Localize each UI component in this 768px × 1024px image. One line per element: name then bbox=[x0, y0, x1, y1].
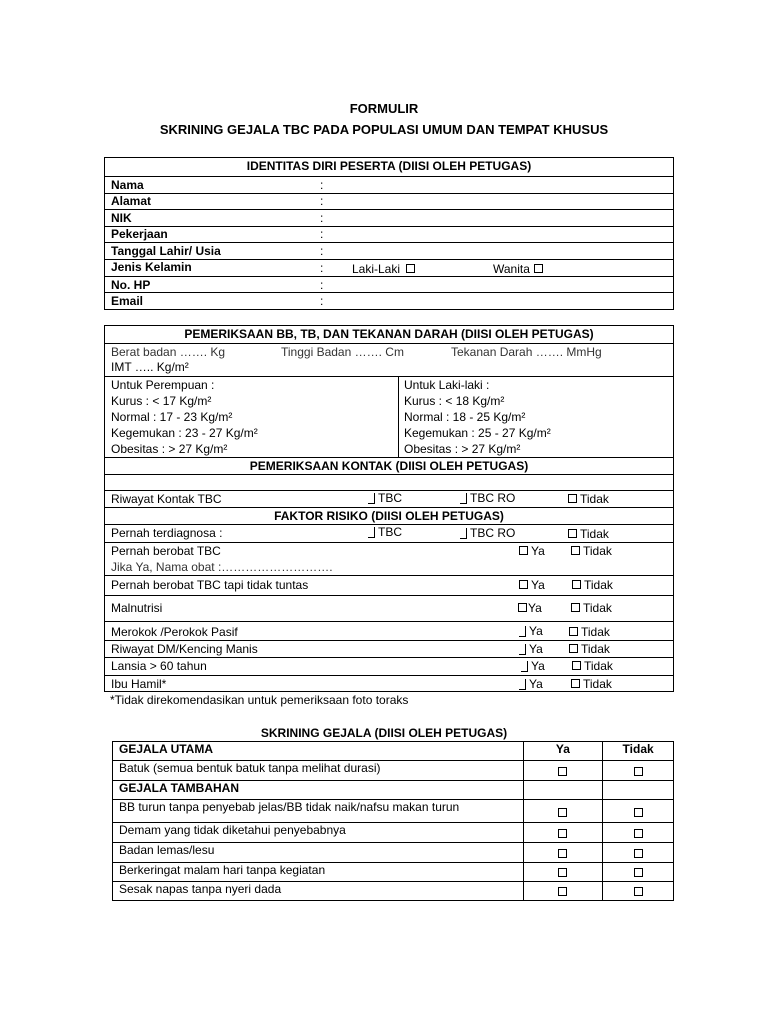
lansia-row: Lansia > 60 tahun Ya Tidak bbox=[105, 657, 673, 675]
field-row-jenis-kelamin: Jenis Kelamin : Laki-Laki Wanita bbox=[105, 259, 673, 276]
form-title: FORMULIR bbox=[349, 101, 419, 116]
check-icon bbox=[519, 626, 526, 637]
opt-tidak[interactable]: Tidak bbox=[568, 527, 609, 541]
col-tidak: Tidak bbox=[603, 742, 674, 761]
field-label: Alamat bbox=[111, 194, 152, 208]
checkbox-icon[interactable] bbox=[634, 808, 643, 817]
opt-ya[interactable]: Ya bbox=[518, 601, 542, 615]
check-icon bbox=[519, 679, 526, 690]
field-label: NIK bbox=[111, 211, 132, 225]
checkbox-icon[interactable] bbox=[634, 868, 643, 877]
pemeriksaan-section bbox=[104, 325, 674, 692]
field-row-nama[interactable]: Nama : bbox=[105, 176, 673, 193]
opt-tidak[interactable]: Tidak bbox=[568, 492, 609, 506]
checkbox-icon[interactable] bbox=[568, 529, 577, 538]
bmi-reference-row: Untuk Perempuan : Kurus : < 17 Kg/m² Normal : 17 - 23 Kg/m² Kegemukan : 23 - 27 Kg/m² Obesitas : > 27 Kg/m² Untuk Laki-laki : Kurus : < 18 Kg/m² Normal : 18 - 25 Kg/m² Kegemukan : 25 - 27 Kg/m² Obesitas : > 27 Kg/m² bbox=[105, 376, 673, 457]
table-row bbox=[113, 882, 674, 901]
checkbox-icon[interactable] bbox=[558, 767, 567, 776]
malnutrisi-row: Malnutrisi Ya Tidak bbox=[105, 595, 673, 621]
check-icon bbox=[460, 528, 467, 539]
merokok-row: Merokok /Perokok Pasif Ya Tidak bbox=[105, 621, 673, 640]
checkbox-icon[interactable] bbox=[569, 627, 578, 636]
skrining-heading: SKRINING GEJALA (DIISI OLEH PETUGAS) bbox=[260, 726, 508, 740]
gejala-label: Berkeringat malam hari tanpa kegiatan bbox=[113, 863, 524, 882]
gejala-label: Demam yang tidak diketahui penyebabnya bbox=[113, 823, 524, 843]
kontak-heading: PEMERIKSAAN KONTAK (DIISI OLEH PETUGAS) bbox=[249, 459, 529, 473]
checkbox-icon[interactable] bbox=[571, 603, 580, 612]
checkbox-icon[interactable] bbox=[571, 546, 580, 555]
opt-tbc[interactable]: TBC bbox=[368, 491, 402, 505]
gender-male-option[interactable]: Laki-Laki bbox=[352, 262, 415, 276]
table-row bbox=[113, 761, 674, 781]
checkbox-icon[interactable] bbox=[406, 264, 415, 273]
table-row bbox=[113, 781, 674, 800]
field-label: No. HP bbox=[111, 278, 151, 292]
checkbox-icon[interactable] bbox=[572, 580, 581, 589]
checkbox-icon[interactable] bbox=[568, 494, 577, 503]
check-icon bbox=[368, 527, 375, 538]
table-row bbox=[113, 843, 674, 863]
opt-tidak[interactable]: Tidak bbox=[571, 677, 612, 691]
riwayat-kontak-row: Riwayat Kontak TBC TBC TBC RO Tidak bbox=[105, 490, 673, 507]
check-icon bbox=[460, 493, 467, 504]
checkbox-icon[interactable] bbox=[569, 644, 578, 653]
checkbox-icon[interactable] bbox=[634, 767, 643, 776]
opt-tbc-ro[interactable]: TBC RO bbox=[460, 491, 515, 505]
identitas-heading: IDENTITAS DIRI PESERTA (DIISI OLEH PETUGAS) bbox=[246, 159, 532, 173]
field-row-tanggal-lahir[interactable]: Tanggal Lahir/ Usia : bbox=[105, 242, 673, 259]
checkbox-icon[interactable] bbox=[558, 868, 567, 877]
field-row-nik[interactable]: NIK : bbox=[105, 209, 673, 226]
gejala-label: BB turun tanpa penyebab jelas/BB tidak naik/nafsu makan turun bbox=[113, 800, 524, 823]
checkbox-icon[interactable] bbox=[572, 661, 581, 670]
imt-field[interactable]: IMT ….. Kg/m² bbox=[111, 360, 189, 374]
gejala-label: Sesak napas tanpa nyeri dada bbox=[113, 882, 524, 901]
opt-tidak[interactable]: Tidak bbox=[569, 625, 610, 639]
checkbox-icon[interactable] bbox=[519, 580, 528, 589]
hamil-row: Ibu Hamil* Ya Tidak bbox=[105, 675, 673, 692]
opt-tidak[interactable]: Tidak bbox=[572, 659, 613, 673]
berat-badan-field[interactable]: Berat badan ……. Kg bbox=[111, 345, 226, 359]
checkbox-icon[interactable] bbox=[558, 829, 567, 838]
gejala-label: Batuk (semua bentuk batuk tanpa melihat durasi) bbox=[113, 761, 524, 781]
table-row bbox=[113, 800, 674, 823]
gender-female-option[interactable]: Wanita bbox=[493, 262, 543, 276]
opt-ya[interactable]: Ya bbox=[519, 642, 543, 656]
opt-ya[interactable]: Ya bbox=[519, 544, 545, 558]
opt-tidak[interactable]: Tidak bbox=[572, 578, 613, 592]
check-icon bbox=[368, 493, 375, 504]
opt-tidak[interactable]: Tidak bbox=[571, 544, 612, 558]
terdiagnosa-row: Pernah terdiagnosa : TBC TBC RO Tidak bbox=[105, 524, 673, 542]
gejala-label: Badan lemas/lesu bbox=[113, 843, 524, 863]
opt-ya[interactable]: Ya bbox=[519, 624, 543, 638]
opt-tbc[interactable]: TBC bbox=[368, 525, 402, 539]
field-label: Pekerjaan bbox=[111, 227, 168, 241]
checkbox-icon[interactable] bbox=[634, 887, 643, 896]
measurement-row bbox=[105, 343, 673, 376]
checkbox-icon[interactable] bbox=[519, 546, 528, 555]
dm-row: Riwayat DM/Kencing Manis Ya Tidak bbox=[105, 640, 673, 657]
nama-obat-field[interactable]: Jika Ya, Nama obat :………………………. bbox=[111, 560, 333, 574]
field-label: Email bbox=[111, 294, 144, 308]
form-subtitle: SKRINING GEJALA TBC PADA POPULASI UMUM DAN TEMPAT KHUSUS bbox=[159, 122, 609, 137]
opt-tidak[interactable]: Tidak bbox=[569, 642, 610, 656]
checkbox-icon[interactable] bbox=[634, 849, 643, 858]
field-label: Tanggal Lahir/ Usia bbox=[111, 244, 221, 258]
risiko-heading: FAKTOR RISIKO (DIISI OLEH PETUGAS) bbox=[274, 509, 504, 523]
checkbox-icon[interactable] bbox=[558, 887, 567, 896]
checkbox-icon[interactable] bbox=[558, 849, 567, 858]
tekanan-darah-field[interactable]: Tekanan Darah ……. MmHg bbox=[451, 345, 602, 359]
field-row-pekerjaan[interactable]: Pekerjaan : bbox=[105, 226, 673, 242]
check-icon bbox=[521, 661, 528, 672]
col-gejala-utama: GEJALA UTAMA bbox=[113, 742, 524, 761]
table-row bbox=[113, 742, 674, 761]
col-ya: Ya bbox=[523, 742, 603, 761]
skrining-table bbox=[112, 741, 674, 901]
tinggi-badan-field[interactable]: Tinggi Badan ……. Cm bbox=[281, 345, 404, 359]
field-row-email[interactable]: Email : bbox=[105, 292, 673, 309]
pemeriksaan-heading: PEMERIKSAAN BB, TB, DAN TEKANAN DARAH (DIISI OLEH PETUGAS) bbox=[184, 327, 594, 341]
field-row-alamat[interactable]: Alamat : bbox=[105, 193, 673, 209]
table-row bbox=[113, 863, 674, 882]
field-label: Jenis Kelamin bbox=[111, 260, 192, 274]
check-icon bbox=[519, 644, 526, 655]
gejala-tambahan-label: GEJALA TAMBAHAN bbox=[113, 781, 524, 800]
checkbox-icon[interactable] bbox=[558, 808, 567, 817]
field-row-no-hp[interactable]: No. HP : bbox=[105, 276, 673, 292]
checkbox-icon[interactable] bbox=[518, 603, 527, 612]
opt-ya[interactable]: Ya bbox=[519, 578, 545, 592]
berobat-row: Pernah berobat TBC Jika Ya, Nama obat :………………………. Ya Tidak bbox=[105, 542, 673, 575]
table-row bbox=[113, 823, 674, 843]
identitas-section bbox=[104, 157, 674, 310]
checkbox-icon[interactable] bbox=[571, 679, 580, 688]
checkbox-icon[interactable] bbox=[534, 264, 543, 273]
field-label: Nama bbox=[111, 178, 144, 192]
checkbox-icon[interactable] bbox=[634, 829, 643, 838]
opt-ya[interactable]: Ya bbox=[521, 659, 545, 673]
opt-ya[interactable]: Ya bbox=[519, 677, 543, 691]
opt-tidak[interactable]: Tidak bbox=[571, 601, 612, 615]
footnote: *Tidak direkomendasikan untuk pemeriksaan foto toraks bbox=[110, 693, 409, 707]
opt-tbc-ro[interactable]: TBC RO bbox=[460, 526, 515, 540]
tidak-tuntas-row: Pernah berobat TBC tapi tidak tuntas Ya Tidak bbox=[105, 575, 673, 595]
